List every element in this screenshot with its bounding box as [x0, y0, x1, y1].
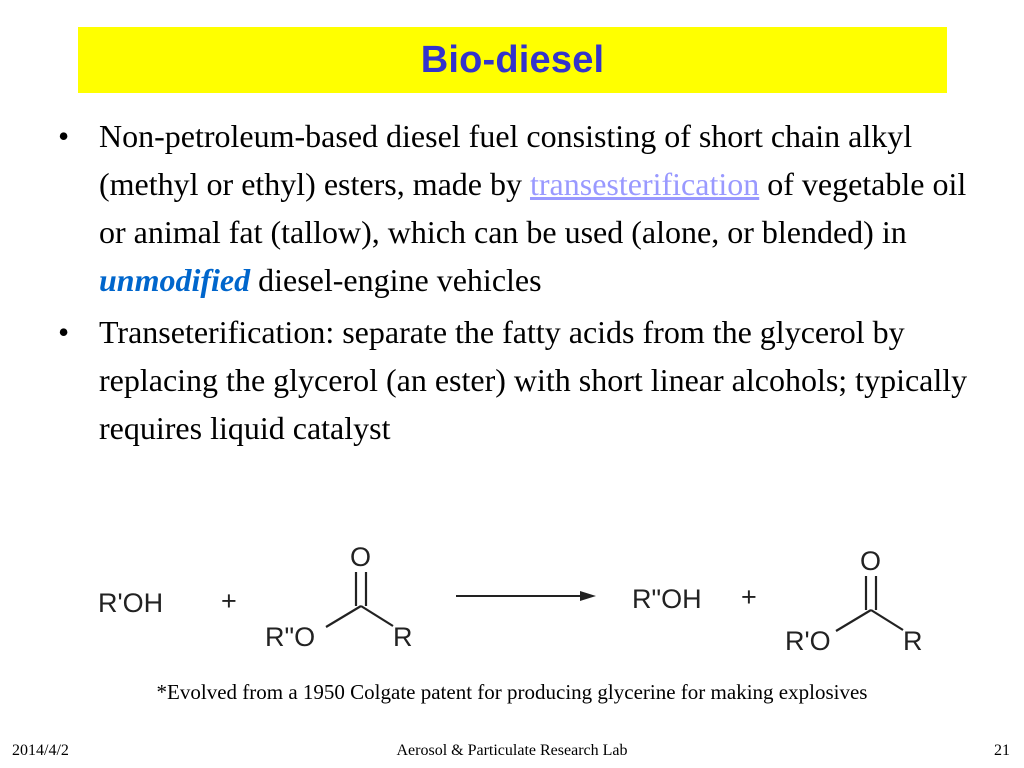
product-carbonyl-oxygen: O	[860, 546, 882, 576]
page-number: 21	[994, 742, 1010, 759]
bond-line	[361, 606, 393, 626]
ester-alkoxy-group: R"O	[265, 622, 316, 652]
footer-organization: Aerosol & Particulate Research Lab	[396, 742, 628, 759]
plus-sign-1: +	[221, 586, 237, 616]
product-alcohol: R"OH	[632, 584, 702, 614]
reaction-diagram	[88, 538, 948, 668]
transesterification-link[interactable]: transesterification	[529, 166, 760, 202]
bullet-item-transesterification	[58, 308, 978, 452]
bullet-list	[58, 112, 978, 456]
bullet-text-part: diesel-engine vehicles	[250, 262, 542, 298]
bullet-text-part: of vegetable oil or animal fat (tallow), which can be used (alone, or blended) in	[99, 166, 967, 250]
ester-carbonyl-oxygen: O	[350, 542, 372, 572]
footnote: *Evolved from a 1950 Colgate patent for producing glycerine for making explosives	[156, 680, 868, 704]
plus-sign-2: +	[741, 582, 757, 612]
ester-r-group: R	[393, 622, 413, 652]
reactant-alcohol: R'OH	[98, 588, 164, 618]
emphasis-text: unmodified	[99, 262, 251, 298]
title-banner	[78, 27, 947, 93]
reaction-arrow-head	[580, 591, 596, 601]
bullet-text: Transeterification: separate the fatty acids from the glycerol by replacing the glycerol (an ester) with short linear alcohols; typically requires liquid catalyst	[99, 314, 968, 446]
product-alkoxy-group: R'O	[785, 626, 831, 656]
bullet-marker: •	[58, 314, 70, 350]
reaction-scheme	[88, 538, 948, 668]
bullet-text-part: Non-petroleum-based diesel fuel consisting of short chain alkyl (methyl or ethyl) esters, made by	[99, 118, 913, 202]
product-r-group: R	[903, 626, 923, 656]
bullet-marker: •	[58, 118, 70, 154]
bond-line	[326, 606, 361, 627]
footer-date: 2014/4/2	[12, 742, 69, 759]
bond-line	[871, 610, 903, 630]
bullet-item-biodiesel-definition	[58, 112, 978, 304]
slide-title: Bio-diesel	[420, 38, 605, 81]
bond-line	[836, 610, 871, 631]
